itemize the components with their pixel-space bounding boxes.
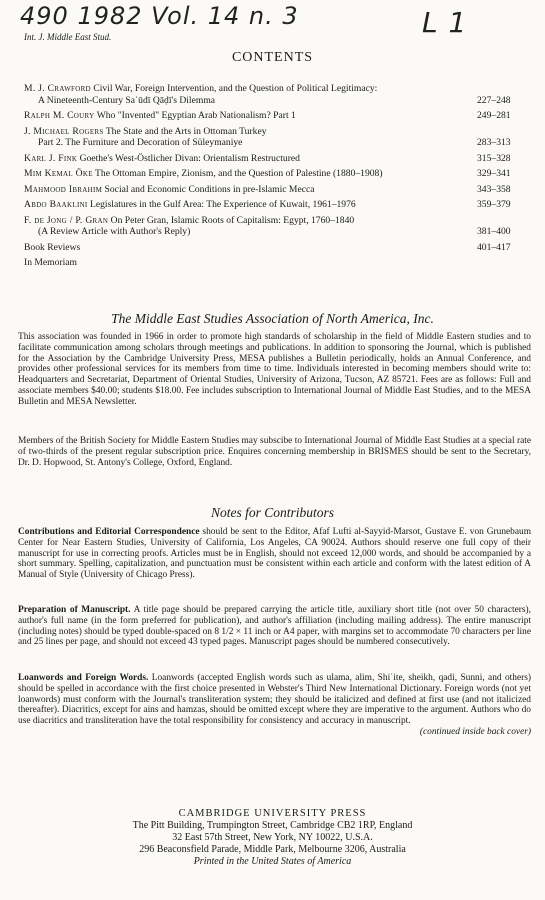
printed-in: Printed in the United States of America bbox=[193, 856, 352, 867]
toc-pages: 343–358 bbox=[477, 183, 511, 195]
toc-pages: 283–313 bbox=[477, 137, 511, 148]
loanwords-lead: Loanwords and Foreign Words. bbox=[18, 673, 149, 683]
toc-author: F. de Jong / P. Gran bbox=[24, 214, 109, 226]
toc-title-continued: A Nineteenth-Century Saʿūdī Qāḍī's Dilemma bbox=[38, 94, 216, 106]
toc-pages: 249–281 bbox=[477, 110, 511, 121]
toc-title-continued: (A Review Article with Author's Reply) bbox=[38, 226, 191, 237]
toc-title: The Ottoman Empire, Zionism, and the Question of Palestine (1880–1908) bbox=[95, 168, 383, 179]
handwritten-tag: L 1 bbox=[422, 6, 468, 39]
toc-author: Mim Kemal Öke bbox=[24, 168, 93, 179]
toc-title: The State and the Arts in Ottoman Turkey bbox=[105, 125, 267, 137]
contributions-paragraph bbox=[18, 527, 531, 581]
publisher-block bbox=[0, 808, 545, 868]
publisher-address-au: 296 Beaconsfield Parade, Middle Park, Melbourne 3206, Australia bbox=[139, 844, 406, 855]
toc-pages: 381–400 bbox=[477, 226, 511, 237]
toc-pages: 315–328 bbox=[477, 152, 511, 164]
toc-entry bbox=[24, 215, 529, 238]
toc-author: Ralph M. Coury bbox=[24, 110, 95, 121]
toc-entry bbox=[24, 110, 529, 122]
toc-pages: 227–248 bbox=[477, 94, 511, 106]
toc-entry bbox=[24, 83, 529, 106]
toc-pages: 359–379 bbox=[477, 199, 511, 210]
toc-title-continued: Part 2. The Furniture and Decoration of Süleymaniye bbox=[38, 137, 243, 148]
toc-title: Who "Invented" Egyptian Arab Nationalism? Part 1 bbox=[96, 110, 296, 121]
toc-author: Abdo Baaklini bbox=[24, 199, 88, 210]
manuscript-lead: Preparation of Manuscript. bbox=[18, 605, 131, 615]
toc-entry bbox=[24, 184, 529, 196]
toc-author: Mahmood Ibrahim bbox=[24, 183, 103, 195]
toc-entry bbox=[24, 257, 529, 269]
toc-title: Goethe's West-Östlicher Divan: Orientalism Restructured bbox=[79, 152, 300, 164]
publisher-address-uk: The Pitt Building, Trumpington Street, Cambridge CB2 1RP, England bbox=[132, 820, 413, 831]
manuscript-body: A title page should be prepared carrying the article title, auxiliary short title (not over 50 characters), author's full name (in the form preferred for publication), and author's affiliation (including mailing address). The entire manuscript (including notes) should be typed double-spaced on 8 1/2 × 11 inch or A4 paper, with margins set to accommodate 70 characters per line and 25 lines per page, and should not exceed 43 typed pages. Manuscript pages should be numbered consecutively. bbox=[18, 605, 531, 648]
contributions-lead: Contributions and Editorial Correspondence bbox=[18, 527, 200, 537]
mesa-heading: The Middle East Studies Association of North America, Inc. bbox=[111, 311, 434, 326]
journal-abbreviation: Int. J. Middle East Stud. bbox=[24, 32, 112, 42]
mesa-paragraph-2: Members of the British Society for Middle Eastern Studies may subscibe to International Journal of Middle East Studies at a special rate of two-thirds of the present regular subscription price. Enquires concerning membership in BRISMES should be sent to the Secretary, Dr. D. Hopwood, St. Antony's College, Oxford, England. bbox=[18, 436, 531, 468]
loanwords-paragraph bbox=[18, 673, 531, 738]
table-of-contents bbox=[24, 83, 529, 273]
contents-title: CONTENTS bbox=[231, 50, 314, 65]
toc-title: Civil War, Foreign Intervention, and the Question of Political Legitimacy: bbox=[93, 83, 378, 94]
toc-author: M. J. Crawford bbox=[24, 83, 91, 94]
mesa-paragraph-1: This association was founded in 1966 in order to promote high standards of scholarship in the field of Middle Eastern studies and to facilitate communication among scholars through meetings and publications. In addition to sponsoring the Journal, which is published for the Association by the Cambridge University Press, MESA publishes a Bulletin periodically, holds an Annual Conference, and provides other professional services for its members from time to time. Individuals interested in becoming members should write to: Headquarters and Secretariat, Department of Oriental Studies, University of Arizona, Tucson, AZ 85721. Fees are as follows: Full and associate members $40.00; students $18.00. Fee includes subscription to International Journal of Middle East Studies, and to the MESA Bulletin and MESA Newsletter. bbox=[18, 332, 531, 407]
toc-entry bbox=[24, 168, 529, 180]
handwritten-note: 490 1982 Vol. 14 n. 3 bbox=[20, 2, 299, 30]
toc-title: Social and Economic Conditions in pre-Islamic Mecca bbox=[104, 183, 315, 195]
toc-entry bbox=[24, 126, 529, 149]
continued-note: (continued inside back cover) bbox=[419, 726, 531, 737]
toc-entry bbox=[24, 153, 529, 165]
publisher-name: CAMBRIDGE UNIVERSITY PRESS bbox=[178, 808, 367, 819]
toc-author: J. Michael Rogers bbox=[24, 125, 104, 137]
toc-pages: 329–341 bbox=[477, 168, 511, 179]
toc-title: Legislatures in the Gulf Area: The Experience of Kuwait, 1961–1976 bbox=[89, 199, 356, 210]
manuscript-paragraph bbox=[18, 605, 531, 648]
toc-pages: 401–417 bbox=[477, 241, 511, 253]
toc-entry bbox=[24, 199, 529, 211]
contributions-body: should be sent to the Editor, Afaf Lufti al-Sayyid-Marsot, Gustave E. von Grunebaum Center for Near Eastern Studies, University of California, Los Angeles, CA 90024. Authors should reserve one full copy of their manuscript for use in correcting proofs. Articles must be in English, should not exceed 12,000 words, and should be accompanied by a short summary. Spelling, capitalization, and punctuation must be consistent within each article and conform with the latest edition of A Manual of Style (University of Chicago Press). bbox=[18, 527, 531, 581]
loanwords-body: Loanwords (accepted English words such as ulama, alim, Shiʿite, sheikh, qadi, Sunni, and others) should be spelled in accordance with the first choice presented in Webster's Third New International Dictionary. Foreign words (not yet loanwords) must conform with the Journal's transliteration system; they should be italicized and defined at first use (and not italicized thereafter). Diacritics, except for ains and hamzas, should be omitted except where they are imperative to the argument. Authors who do use diacritics and transliteration have the total responsibility for consistency and accuracy in manuscript. bbox=[18, 673, 531, 727]
toc-title: On Peter Gran, Islamic Roots of Capitalism: Egypt, 1760–1840 bbox=[110, 214, 355, 226]
notes-heading: Notes for Contributors bbox=[210, 505, 335, 520]
toc-title: Book Reviews bbox=[24, 241, 81, 253]
toc-author: Karl J. Fink bbox=[24, 152, 78, 164]
toc-entry bbox=[24, 242, 529, 254]
publisher-address-us: 32 East 57th Street, New York, NY 10022, U.S.A. bbox=[172, 832, 373, 843]
toc-title: In Memoriam bbox=[24, 257, 78, 268]
